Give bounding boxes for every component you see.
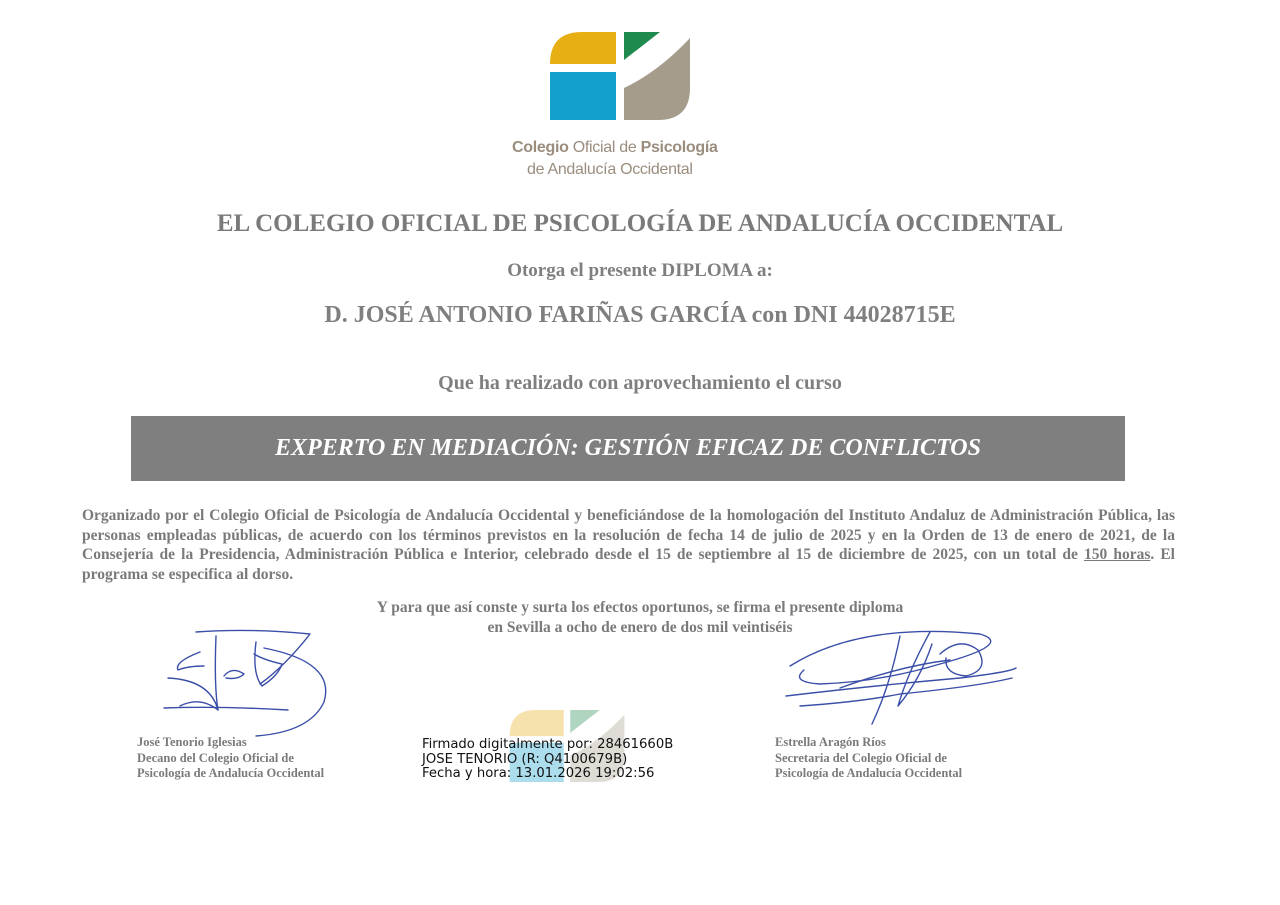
logo-text-line1: Colegio Oficial de Psicología: [512, 139, 718, 156]
digital-signature-block: [422, 738, 673, 782]
right-signer: [775, 735, 962, 782]
right-signer-role-2: Psicología de Andalucía Occidental: [775, 766, 963, 780]
left-signature: [160, 626, 335, 741]
left-signer-name: José Tenorio Iglesias: [137, 735, 247, 749]
logo-text-line2: de Andalucía Occidental: [527, 161, 693, 178]
digital-signature-line-1: Firmado digitalmente por: 28461660B: [422, 737, 674, 752]
logo-green-shape: [624, 32, 660, 60]
paragraph-end: . El programa se especifica al dorso.: [82, 546, 1175, 583]
logo-mark: [548, 30, 692, 122]
digital-signature-line-2: JOSE TENORIO (R: Q4100679B): [422, 751, 628, 767]
closing-line-1: Y para que así conste y surta los efectos oportunos, se firma el presente diploma: [376, 599, 904, 616]
digital-signature-line-3: Fecha y hora: 13.01.2026 19:02:56: [422, 766, 655, 781]
recipient-name: D. JOSÉ ANTONIO FARIÑAS GARCÍA con DNI 44028715E: [324, 302, 956, 328]
left-signer-role-1: Decano del Colegio Oficial de: [137, 750, 294, 765]
left-signer: [137, 735, 324, 782]
course-intro: Que ha realizado con aprovechamiento el curso: [438, 372, 842, 394]
closing-line-2: en Sevilla a ocho de enero de dos mil veintiséis: [487, 619, 793, 636]
right-signature: [780, 626, 1020, 726]
right-signer-role-1: Secretaria del Colegio Oficial de: [775, 750, 947, 765]
diploma-intro: Otorga el presente DIPLOMA a:: [507, 260, 773, 281]
org-title: EL COLEGIO OFICIAL DE PSICOLOGÍA DE ANDALUCÍA OCCIDENTAL: [216, 210, 1064, 237]
left-signer-role-2: Psicología de Andalucía Occidental: [137, 766, 325, 780]
paragraph-start: Organizado por el Colegio Oficial de Psicología de Andalucía Occidental y beneficiándose de la homologación del Instituto Andaluz de Administración Pública, las personas empleadas públicas, de acuerdo con los términos previstos en la resolución de fecha 14 de julio de 2025 y en la Orden de 13 de enero de 2021, de la Consejería de la Presidencia, Administración Pública e Interior, celebrado desde el 15 de septiembre al 15 de diciembre de 2025, con un total de: [82, 507, 1175, 563]
logo-blue-shape: [550, 72, 616, 120]
right-signer-name: Estrella Aragón Ríos: [775, 735, 886, 749]
body-paragraph: [82, 506, 1175, 584]
course-hours: 150 horas: [1083, 546, 1151, 563]
course-title: EXPERTO EN MEDIACIÓN: GESTIÓN EFICAZ DE CONFLICTOS: [275, 435, 981, 461]
course-title-band: [131, 416, 1125, 481]
logo-yellow-shape: [550, 32, 616, 64]
